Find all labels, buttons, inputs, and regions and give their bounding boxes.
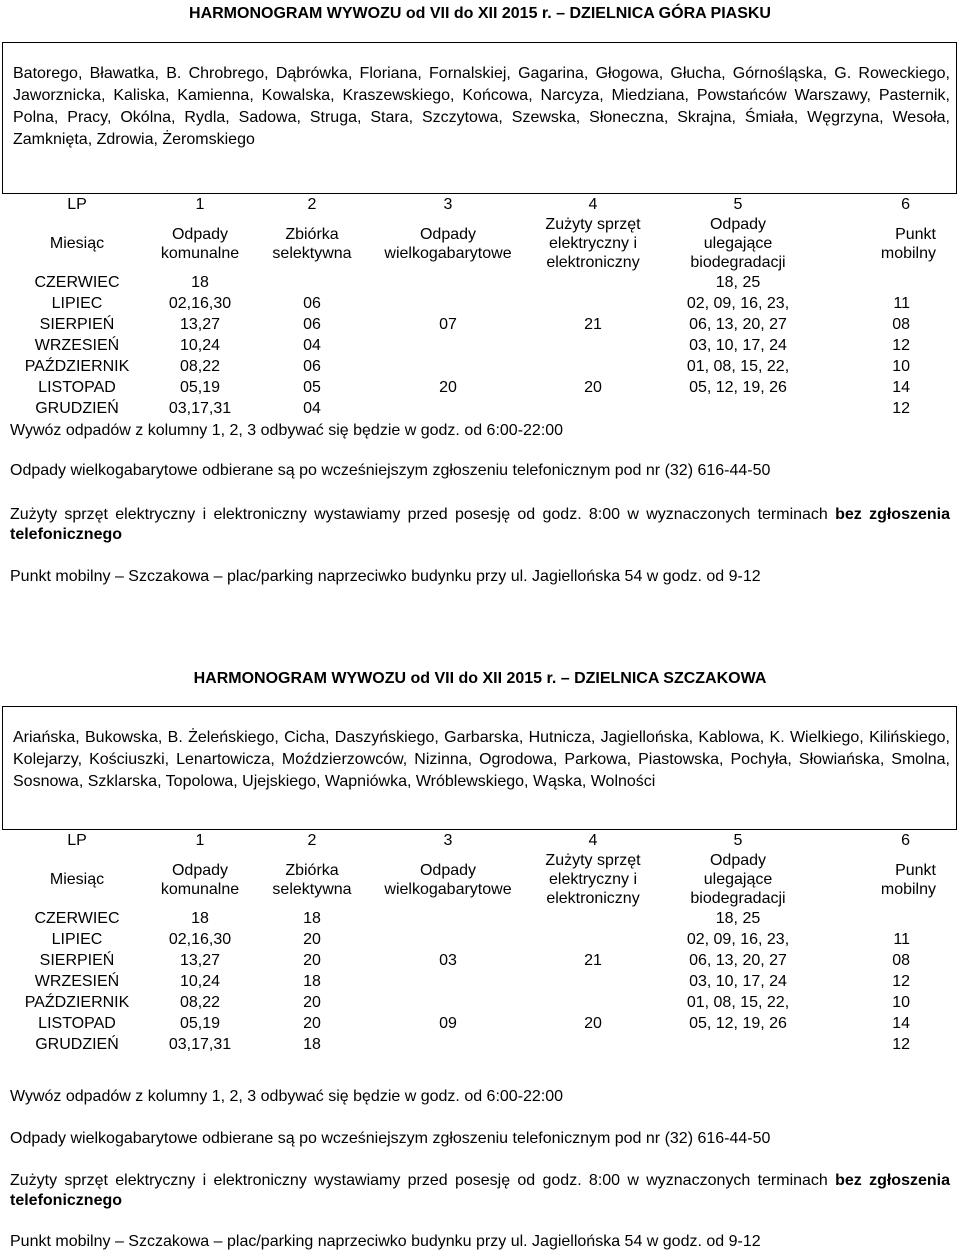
column-header: Odpady wielkogabarytowe bbox=[384, 225, 512, 262]
month-cell: LISTOPAD bbox=[38, 1015, 116, 1032]
table-cell: 12 bbox=[892, 973, 910, 990]
table-cell: 02,16,30 bbox=[168, 931, 232, 948]
note-bulky-waste: Odpady wielkogabarytowe odbierane są po wcześniejszym zgłoszeniu telefonicznym pod nr (32) 616-44-50 bbox=[10, 1130, 771, 1147]
table-cell: 04 bbox=[303, 337, 321, 354]
month-cell: GRUDZIEŃ bbox=[35, 400, 119, 417]
schedule-table bbox=[10, 194, 950, 419]
note-hours: Wywóz odpadów z kolumny 1, 2, 3 odbywać się będzie w godz. od 6:00-22:00 bbox=[10, 422, 564, 439]
table-cell bbox=[368, 929, 528, 950]
table-cell: 09 bbox=[439, 1015, 457, 1032]
table-cell bbox=[368, 335, 528, 356]
column-number: 2 bbox=[307, 832, 317, 849]
column-header: Zbiórka selektywna bbox=[272, 861, 352, 898]
column-header: Zbiórka selektywna bbox=[272, 225, 352, 262]
month-cell: WRZESIEŃ bbox=[34, 337, 120, 354]
table-cell bbox=[528, 1034, 658, 1055]
column-number: 5 bbox=[733, 196, 743, 213]
month-cell: CZERWIEC bbox=[34, 274, 120, 291]
table-cell: 18 bbox=[303, 1036, 321, 1053]
table-cell: 05, 12, 19, 26 bbox=[689, 379, 787, 396]
table-row bbox=[10, 314, 950, 335]
table-cell: 06 bbox=[303, 358, 321, 375]
table-cell: 21 bbox=[584, 952, 602, 969]
table-cell: 11 bbox=[893, 931, 910, 948]
table-cell: 03,17,31 bbox=[168, 1036, 232, 1053]
table-cell: 08 bbox=[892, 316, 910, 333]
column-header: Odpady komunalne bbox=[160, 225, 240, 262]
table-cell: 03, 10, 17, 24 bbox=[689, 973, 787, 990]
note-mobile-point: Punkt mobilny – Szczakowa – plac/parking naprzeciwko budynku przy ul. Jagiellońska 54 w godz. od 9-12 bbox=[10, 1233, 761, 1250]
table-cell bbox=[528, 335, 658, 356]
column-header: Miesiąc bbox=[49, 871, 105, 888]
column-header: Punkt mobilny bbox=[880, 861, 936, 898]
table-row bbox=[10, 398, 950, 419]
table-cell: 05,19 bbox=[179, 379, 221, 396]
note-mobile-point: Punkt mobilny – Szczakowa – plac/parking naprzeciwko budynku przy ul. Jagiellońska 54 w godz. od 9-12 bbox=[10, 568, 761, 585]
table-row bbox=[10, 908, 950, 929]
month-cell: LIPIEC bbox=[51, 295, 103, 312]
table-cell: 20 bbox=[303, 952, 321, 969]
table-cell: 06 bbox=[303, 295, 321, 312]
table-cell: 10,24 bbox=[179, 337, 221, 354]
table-cell: 20 bbox=[303, 1015, 321, 1032]
streets-list: Batorego, Bławatka, B. Chrobrego, Dąbrówka, Floriana, Fornalskiej, Gagarina, Głogowa, Głucha, Górnośląska, G. Roweckiego, Jaworznicka, Kaliska, Kamienna, Kowalska, Kraszewskiego, Końcowa, Narcyza, Miedziana, Powstańców Warszawy, Pasternik, Polna, Pracy, Okólna, Rydla, Sadowa, Struga, Stara, Szczytowa, Szewska, Słoneczna, Skrajna, Śmiała, Węgrzyna, Wesoła, Zamknięta, Zdrowia, Żeromskiego bbox=[13, 65, 950, 148]
streets-box bbox=[2, 706, 957, 830]
table-cell: 06 bbox=[303, 316, 321, 333]
table-row bbox=[10, 992, 950, 1013]
column-number: 1 bbox=[195, 196, 205, 213]
table-cell: 18 bbox=[303, 910, 321, 927]
table-cell: 10 bbox=[892, 358, 910, 375]
table-cell bbox=[528, 971, 658, 992]
table-cell: 02, 09, 16, 23, bbox=[686, 295, 790, 312]
table-cell bbox=[528, 293, 658, 314]
month-cell: PAŹDZIERNIK bbox=[24, 358, 130, 375]
table-row bbox=[10, 356, 950, 377]
table-row bbox=[10, 377, 950, 398]
table-cell: 20 bbox=[303, 994, 321, 1011]
table-row bbox=[10, 971, 950, 992]
column-number: LP bbox=[67, 196, 87, 213]
table-cell bbox=[658, 398, 818, 419]
table-cell: 20 bbox=[303, 931, 321, 948]
table-cell: 20 bbox=[584, 1015, 602, 1032]
note-bulky-waste: Odpady wielkogabarytowe odbierane są po wcześniejszym zgłoszeniu telefonicznym pod nr (32) 616-44-50 bbox=[10, 462, 771, 479]
table-row bbox=[10, 950, 950, 971]
table-cell: 08,22 bbox=[179, 358, 221, 375]
table-cell: 14 bbox=[892, 1015, 910, 1032]
table-cell bbox=[528, 398, 658, 419]
table-cell: 20 bbox=[439, 379, 457, 396]
table-row bbox=[10, 1013, 950, 1034]
table-cell: 12 bbox=[892, 337, 910, 354]
table-cell bbox=[528, 929, 658, 950]
table-cell: 05,19 bbox=[179, 1015, 221, 1032]
table-cell: 05 bbox=[303, 379, 321, 396]
table-cell: 18 bbox=[303, 973, 321, 990]
column-number-row bbox=[10, 194, 950, 215]
table-cell: 02, 09, 16, 23, bbox=[686, 931, 790, 948]
column-header: Punkt mobilny bbox=[880, 225, 936, 262]
table-cell bbox=[528, 272, 658, 293]
table-cell: 11 bbox=[893, 295, 910, 312]
table-cell: 07 bbox=[439, 316, 457, 333]
month-cell: LIPIEC bbox=[51, 931, 103, 948]
table-cell: 06, 13, 20, 27 bbox=[689, 952, 787, 969]
table-cell: 21 bbox=[584, 316, 602, 333]
table-cell: 08,22 bbox=[179, 994, 221, 1011]
table-cell: 10,24 bbox=[179, 973, 221, 990]
column-number: 1 bbox=[195, 832, 205, 849]
month-cell: WRZESIEŃ bbox=[34, 973, 120, 990]
table-cell bbox=[368, 356, 528, 377]
table-cell: 06, 13, 20, 27 bbox=[689, 316, 787, 333]
table-cell: 01, 08, 15, 22, bbox=[686, 358, 790, 375]
table-cell bbox=[528, 908, 658, 929]
table-cell: 18, 25 bbox=[715, 274, 761, 291]
column-number: 2 bbox=[307, 196, 317, 213]
column-header: Odpady wielkogabarytowe bbox=[384, 861, 512, 898]
month-cell: PAŹDZIERNIK bbox=[24, 994, 130, 1011]
table-cell bbox=[368, 398, 528, 419]
table-cell bbox=[658, 1034, 818, 1055]
table-cell bbox=[368, 908, 528, 929]
column-header: Zużyty sprzęt elektryczny i elektroniczny bbox=[545, 216, 641, 271]
table-cell bbox=[368, 971, 528, 992]
table-cell: 14 bbox=[892, 379, 910, 396]
note-hours: Wywóz odpadów z kolumny 1, 2, 3 odbywać się będzie w godz. od 6:00-22:00 bbox=[10, 1088, 564, 1105]
table-cell bbox=[528, 992, 658, 1013]
table-cell: 03 bbox=[439, 952, 457, 969]
column-number: 4 bbox=[588, 196, 598, 213]
month-cell: GRUDZIEŃ bbox=[35, 1036, 119, 1053]
schedule-title: HARMONOGRAM WYWOZU od VII do XII 2015 r. – DZIELNICA SZCZAKOWA bbox=[193, 670, 767, 687]
table-cell: 10 bbox=[892, 994, 910, 1011]
table-cell: 20 bbox=[584, 379, 602, 396]
note-electronics: Zużyty sprzęt elektryczny i elektroniczny wystawiamy przed posesję od godz. 8:00 w wyznaczonych terminach bez zgłoszenia telefonicznego bbox=[10, 506, 950, 543]
table-row bbox=[10, 335, 950, 356]
table-cell bbox=[818, 908, 950, 929]
month-cell: SIERPIEŃ bbox=[39, 316, 115, 333]
table-cell: 05, 12, 19, 26 bbox=[689, 1015, 787, 1032]
streets-box bbox=[2, 42, 957, 194]
table-cell bbox=[368, 272, 528, 293]
table-cell bbox=[368, 293, 528, 314]
column-header: Odpady komunalne bbox=[160, 861, 240, 898]
table-cell: 01, 08, 15, 22, bbox=[686, 994, 790, 1011]
schedule-table bbox=[10, 830, 950, 1055]
column-number: 6 bbox=[901, 832, 910, 849]
table-row bbox=[10, 1034, 950, 1055]
column-header-row bbox=[10, 215, 950, 272]
table-cell bbox=[368, 992, 528, 1013]
table-cell: 18 bbox=[191, 274, 209, 291]
column-header: Miesiąc bbox=[49, 235, 105, 252]
table-cell bbox=[818, 272, 950, 293]
column-number: 6 bbox=[901, 196, 910, 213]
table-cell: 08 bbox=[892, 952, 910, 969]
column-number-row bbox=[10, 830, 950, 851]
note-electronics: Zużyty sprzęt elektryczny i elektroniczny wystawiamy przed posesję od godz. 8:00 w wyznaczonych terminach bez zgłoszenia telefonicznego bbox=[10, 1172, 950, 1209]
column-header: Odpady ulegające biodegradacji bbox=[690, 852, 786, 907]
table-row bbox=[10, 929, 950, 950]
table-cell: 03, 10, 17, 24 bbox=[689, 337, 787, 354]
month-cell: SIERPIEŃ bbox=[39, 952, 115, 969]
column-number: 5 bbox=[733, 832, 743, 849]
table-row bbox=[10, 293, 950, 314]
table-cell bbox=[368, 1034, 528, 1055]
month-cell: LISTOPAD bbox=[38, 379, 116, 396]
column-header: Odpady ulegające biodegradacji bbox=[690, 216, 786, 271]
table-cell bbox=[528, 356, 658, 377]
column-number: 3 bbox=[443, 196, 453, 213]
table-cell: 18, 25 bbox=[715, 910, 761, 927]
table-cell: 12 bbox=[892, 400, 910, 417]
streets-list: Ariańska, Bukowska, B. Żeleńskiego, Cicha, Daszyńskiego, Garbarska, Hutnicza, Jagiellońska, Kablowa, K. Wielkiego, Kilińskiego, Kolejarzy, Kościuszki, Lenartowicza, Moździerzowców, Nizinna, Ogrodowa, Parkowa, Piastowska, Pochyła, Słowiańska, Smolna, Sosnowa, Szklarska, Topolowa, Ujejskiego, Wapniówka, Wróblewskiego, Wąska, Wolności bbox=[13, 729, 950, 790]
table-row bbox=[10, 272, 950, 293]
month-cell: CZERWIEC bbox=[34, 910, 120, 927]
table-cell: 18 bbox=[191, 910, 209, 927]
table-cell: 04 bbox=[303, 400, 321, 417]
table-cell: 03,17,31 bbox=[168, 400, 232, 417]
column-number: 4 bbox=[588, 832, 598, 849]
schedule-title: HARMONOGRAM WYWOZU od VII do XII 2015 r. – DZIELNICA GÓRA PIASKU bbox=[189, 5, 771, 22]
column-header-row bbox=[10, 851, 950, 908]
column-number: 3 bbox=[443, 832, 453, 849]
table-cell: 13,27 bbox=[179, 952, 221, 969]
column-number: LP bbox=[67, 832, 87, 849]
column-header: Zużyty sprzęt elektryczny i elektroniczny bbox=[545, 852, 641, 907]
table-cell: 02,16,30 bbox=[168, 295, 232, 312]
table-cell: 13,27 bbox=[179, 316, 221, 333]
table-cell bbox=[256, 272, 368, 293]
table-cell: 12 bbox=[892, 1036, 910, 1053]
